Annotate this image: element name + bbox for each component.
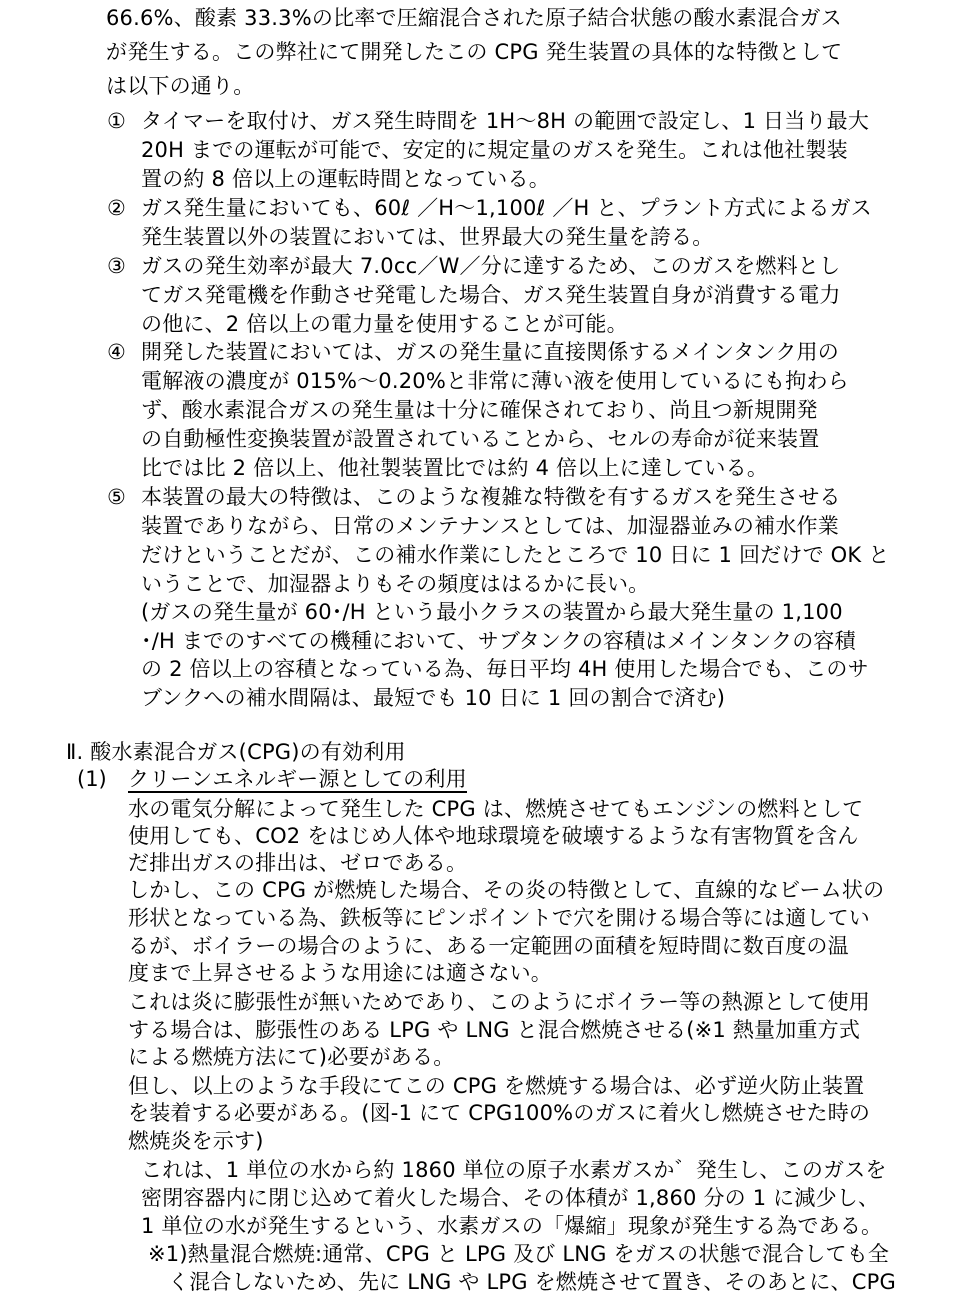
- feature-4-marker: ④: [107, 340, 126, 364]
- feature-1-line: 20H までの運転が可能で、安定的に規定量のガスを発生。これは他社製装: [141, 138, 848, 162]
- feature-5-line: の 2 倍以上の容積となっている為、毎日平均 4H 使用した場合でも、このサ: [141, 657, 869, 681]
- footnote-line: ※1)熱量混合燃焼:通常、CPG と LPG 及び LNG をガスの状態で混合しても全: [148, 1242, 890, 1266]
- body-line: 形状となっている為、鉄板等にピンポイントで穴を開ける場合等には適してい: [128, 906, 870, 930]
- section-heading: Ⅱ. 酸水素混合ガス(CPG)の有効利用: [66, 740, 406, 764]
- body-line: るが、ボイラーの場合のように、ある一定範囲の面積を短時間に数百度の温: [128, 934, 849, 958]
- feature-5-marker: ⑤: [107, 485, 126, 509]
- body-line: 密閉容器内に閉じ込めて着火した場合、その体積が 1,860 分の 1 に減少し、: [141, 1186, 880, 1210]
- body-line: 但し、以上のような手段にてこの CPG を燃焼する場合は、必ず逆火防止装置: [128, 1074, 865, 1098]
- body-line: する場合は、膨張性のある LPG や LNG と混合燃焼させる(※1 熱量加重方式: [128, 1018, 861, 1042]
- body-line: による燃焼方法にて)必要がある。: [128, 1045, 455, 1069]
- body-line: だ排出ガスの排出は、ゼロである。: [128, 851, 468, 875]
- feature-2-marker: ②: [107, 196, 126, 220]
- feature-5-line: 装置でありながら、日常のメンテナンスとしては、加湿器並みの補水作業: [141, 514, 839, 538]
- footnote-line: く混合しないため、先に LNG や LPG を燃焼させて置き、そのあとに、CPG: [168, 1270, 896, 1294]
- body-line: しかし、この CPG が燃焼した場合、その炎の特徴として、直線的なビーム状の: [128, 878, 885, 902]
- feature-5-line: ･/H までのすべての機種において、サブタンクの容積はメインタンクの容積: [141, 629, 856, 653]
- intro-line: 66.6%、酸素 33.3%の比率で圧縮混合された原子結合状態の酸水素混合ガス: [106, 6, 842, 30]
- feature-2-line: ガス発生量においても、60ℓ ／H～1,100ℓ ／H と、プラント方式によるガス: [141, 196, 872, 220]
- feature-4-line: 開発した装置においては、ガスの発生量に直接関係するメインタンク用の: [141, 340, 839, 364]
- subsection-marker: (1): [77, 767, 107, 791]
- body-line: を装着する必要がある。(図-1 にて CPG100%のガスに着火し燃焼させた時の: [128, 1101, 871, 1125]
- feature-5-line: ブンクへの補水間隔は、最短でも 10 日に 1 回の割合で済む): [141, 686, 726, 710]
- feature-5-line: 本装置の最大の特徴は、このような複雑な特徴を有するガスを発生させる: [141, 485, 841, 509]
- body-line: 燃焼炎を示す): [128, 1129, 264, 1153]
- subsection-title: [128, 765, 467, 793]
- feature-3-line: の他に、2 倍以上の電力量を使用することが可能。: [141, 312, 628, 336]
- body-line: 度まで上昇させるような用途には適さない。: [128, 961, 552, 985]
- feature-3-line: てガス発電機を作動させ発電した場合、ガス発生装置自身が消費する電力: [141, 283, 841, 307]
- body-line: 使用しても、CO2 をはじめ人体や地球環境を破壊するような有害物質を含ん: [128, 824, 859, 848]
- intro-line: が発生する。この弊社にて開発したこの CPG 発生装置の具体的な特徴として: [106, 40, 843, 64]
- feature-3-line: ガスの発生効率が最大 7.0cc／W／分に達するため、このガスを燃料とし: [141, 254, 841, 278]
- body-line: これは炎に膨張性が無いためであり、このようにボイラー等の熱源として使用: [128, 990, 870, 1014]
- body-line: 1 単位の水が発生するという、水素ガスの「爆縮」現象が発生する為である。: [141, 1214, 883, 1238]
- feature-4-line: 比では比 2 倍以上、他社製装置比では約 4 倍以上に達している。: [141, 456, 769, 480]
- feature-2-line: 発生装置以外の装置においては、世界最大の発生量を誇る。: [141, 225, 714, 249]
- feature-1-line: タイマーを取付け、ガス発生時間を 1H～8H の範囲で設定し、1 日当り最大: [141, 109, 870, 133]
- feature-3-marker: ③: [107, 254, 126, 278]
- intro-line: は以下の通り。: [106, 74, 255, 98]
- feature-1-marker: ①: [107, 109, 126, 133]
- feature-5-line: いうことで、加湿器よりもその頻度ははるかに長い。: [141, 572, 650, 596]
- feature-4-line: 電解液の濃度が 015%～0.20%と非常に薄い液を使用しているにも拘わら: [141, 369, 849, 393]
- feature-4-line: ず、酸水素混合ガスの発生量は十分に確保されており、尚且つ新規開発: [141, 398, 818, 422]
- feature-5-line: (ガスの発生量が 60･/H という最小クラスの装置から最大発生量の 1,100: [141, 600, 843, 624]
- feature-5-line: だけということだが、この補水作業にしたところで 10 日に 1 回だけで OK と: [141, 543, 890, 567]
- feature-1-line: 置の約 8 倍以上の運転時間となっている。: [141, 167, 550, 191]
- body-line: これは、1 単位の水から約 1860 単位の原子水素ガスか゛発生し、このガスを: [141, 1158, 887, 1182]
- subsection-title-text: クリーンエネルギー源としての利用: [128, 767, 467, 791]
- body-line: 水の電気分解によって発生した CPG は、燃焼させてもエンジンの燃料として: [128, 797, 864, 821]
- feature-4-line: の自動極性変換装置が設置されていることから、セルの寿命が従来装置: [141, 427, 820, 451]
